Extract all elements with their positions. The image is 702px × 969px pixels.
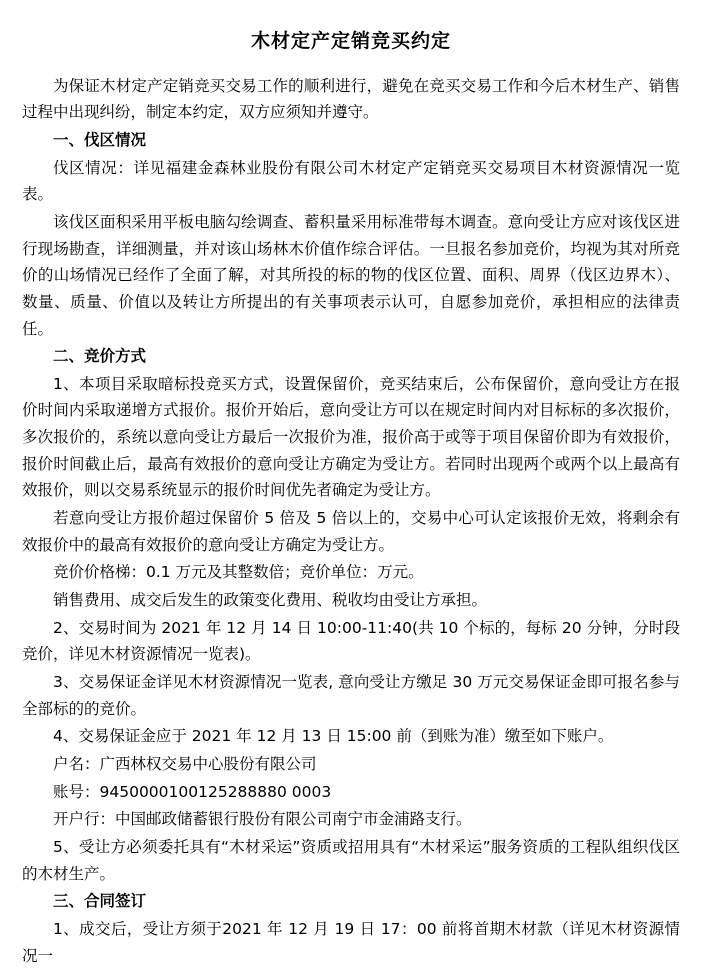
document-body [22,73,680,969]
paragraph-bidding-item-2: 2、交易时间为 2021 年 12 月 14 日 10:00-11:40(共 10 个标的，每标 20 分钟，分时段竞价，详见木材资源情况一览表)。 [22,618,680,664]
section-heading-3: 三、合同签订 [53,892,147,911]
paragraph-cutting-area-survey: 该伐区面积采用平板电脑勾绘调查、蓄积量采用标准带每木调查。意向受让方应对该伐区进行现场勘查，详细测量，并对该山场林木价值作综合评估。一旦报名参加竞价，均视为其对所竞价的山场情况已经作了全面了解，对其所投的标的物的伐区位置、面积、周界（伐区边界木）、数量、质量、价值以及转让方所提出的有关事项表示认可，自愿参加竞价，承担相应的法律责任。 [22,212,680,338]
section-heading-2: 二、竞价方式 [53,347,147,366]
paragraph-bidding-item-5: 5、受让方必须委托具有“木材采运”资质或招用具有“木材采运”服务资质的工程队组织伐区的木材生产。 [22,837,680,883]
paragraph-bid-increment: 竞价价格梯：0.1 万元及其整数倍；竞价单位：万元。 [53,563,424,582]
paragraph-cutting-area-info: 伐区情况：详见福建金森林业股份有限公司木材定产定销竞买交易项目木材资源情况一览表。 [22,158,680,204]
paragraph-bidding-item-4: 4、交易保证金应于 2021 年 12 月 13 日 15:00 前（到账为准）缴至如下账户。 [53,727,614,746]
paragraph-contract-item-1: 1、成交后，受让方须于2021 年 12 月 19 日 17：00 前将首期木材款（详见木材资源情况一 [22,919,680,965]
page-title: 木材定产定销竞买约定 [250,30,451,52]
paragraph-bid-five-times: 若意向受让方报价超过保留价 5 倍及 5 倍以上的，交易中心可认定该报价无效，将剩余有效报价中的最高有效报价的意向受让方确定为受让方。 [22,509,680,554]
section-heading-1: 一、伐区情况 [53,130,147,149]
paragraph-bidding-item-3: 3、交易保证金详见木材资源情况一览表, 意向受让方缴足 30 万元交易保证金即可报名参与全部标的的竞价。 [22,673,680,718]
paragraph-account-number: 账号：9450000100125288880 0003 [53,782,332,801]
paragraph-account-bank: 开户行：中国邮政储蓄银行股份有限公司南宁市金浦路支行。 [53,810,472,829]
paragraph-intro: 为保证木材定产定销竞买交易工作的顺利进行，避免在竞买交易工作和今后木材生产、销售过程中出现纠纷，制定本约定，双方应须知并遵守。 [22,76,680,122]
paragraph-account-name: 户名：广西林权交易中心股份有限公司 [53,755,317,773]
paragraph-bidding-item-1: 1、本项目采取暗标投竞买方式，设置保留价，竞买结束后，公布保留价，意向受让方在报价时间内采取递增方式报价。报价开始后，意向受让方可以在规定时间内对目标标的多次报价，多次报价的，系统以意向受让方最后一次报价为准，报价高于或等于项目保留价即为有效报价，报价时间截止后，最高有效报价的意向受让方确定为受让方。若同时出现两个或两个以上最高有效报价，则以交易系统显示的报价时间优先者确定为受让方。 [22,374,680,500]
paragraph-fees: 销售费用、成交后发生的政策变化费用、税收均由受让方承担。 [53,591,488,610]
